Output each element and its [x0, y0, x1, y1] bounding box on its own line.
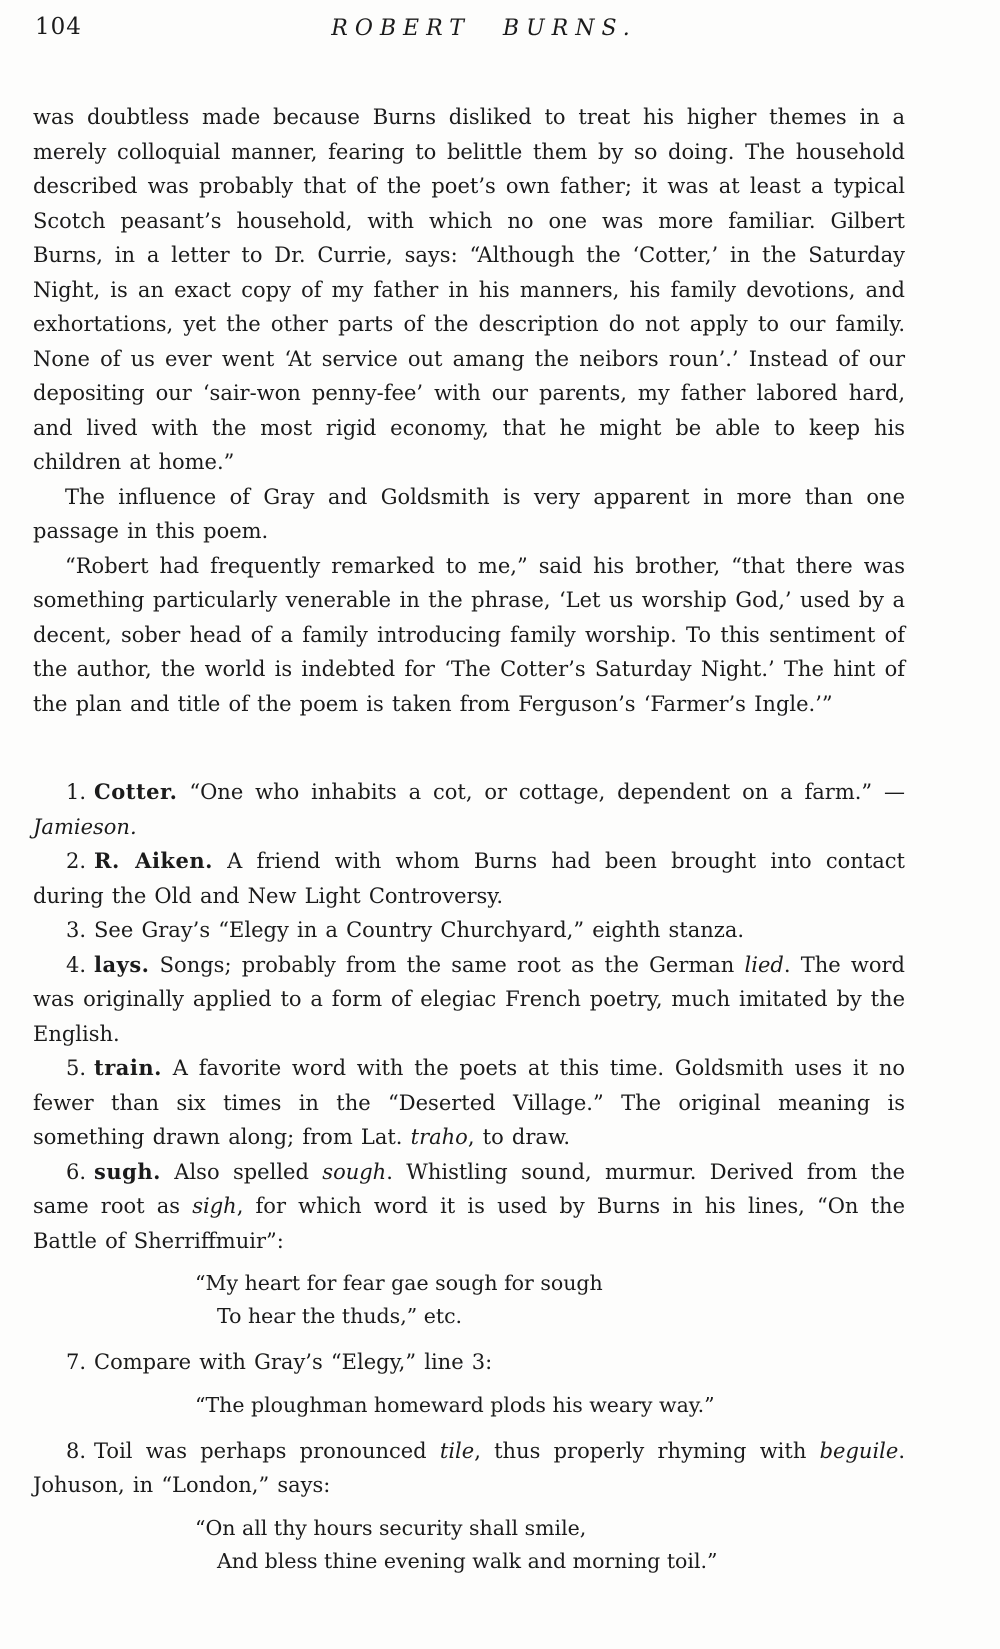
notes-section — [33, 775, 905, 1578]
main-text — [33, 100, 905, 1578]
note-number: 7. — [66, 1350, 87, 1374]
verse-line: To hear the thuds,” etc. — [217, 1304, 463, 1328]
note-text: Toil was perhaps pronounced tile, thus properly rhyming with beguile. Johuson, in “London,” says: — [33, 1438, 905, 1497]
note-item — [33, 775, 905, 844]
verse-quote — [195, 1267, 905, 1333]
note-text: Compare with Gray’s “Elegy,” line 3: — [94, 1350, 493, 1374]
note-item — [33, 948, 905, 1052]
paragraph: The influence of Gray and Goldsmith is very apparent in more than one passage in this poem. — [33, 484, 905, 543]
note-item — [33, 1051, 905, 1155]
verse-line: “On all thy hours security shall smile, — [195, 1515, 587, 1540]
note-item — [33, 1155, 905, 1259]
page-number: 104 — [35, 14, 82, 40]
note-text: train. A favorite word with the poets at this time. Goldsmith uses it no fewer than six times in the “Deserted Village.” The original meaning is something drawn along; from Lat. traho, to draw. — [33, 1055, 905, 1149]
note-text: Cotter. “One who inhabits a cot, or cottage, dependent on a farm.” — Jamieson. — [33, 779, 905, 839]
note-item — [33, 1345, 905, 1380]
note-number: 3. — [66, 918, 87, 942]
paragraph-continuation: was doubtless made because Burns disliked to treat his higher themes in a merely colloquial manner, fearing to belittle them by so doing. The household described was probably that of the poet’s own father; it was at least a typical Scotch peasant’s household, with which no one was more familiar. Gilbert Burns, in a letter to Dr. Currie, says: “Although the ‘Cotter,’ in the Saturday Night, is an exact copy of my father in his manners, his family devotions, and exhortations, yet the other parts of the description do not apply to our family. None of us ever went ‘At service out amang the neibors roun’.’ Instead of our depositing our ‘sair-won penny-fee’ with our parents, my father labored hard, and lived with the most rigid economy, that he might be able to keep his children at home.” — [33, 105, 905, 474]
page-header — [0, 0, 1000, 60]
paragraph: “Robert had frequently remarked to me,” said his brother, “that there was something particularly venerable in the phrase, ‘Let us worship God,’ used by a decent, sober head of a family introducing family worship. To this sentiment of the author, the world is indebted for ‘The Cotter’s Saturday Night.’ The hint of the plan and title of the poem is taken from Ferguson’s ‘Farmer’s Ingle.’” — [33, 553, 905, 716]
verse-line: “My heart for fear gae sough for sough — [195, 1271, 603, 1295]
note-text: See Gray’s “Elegy in a Country Churchyard,” eighth stanza. — [94, 918, 745, 942]
note-number: 5. — [66, 1056, 87, 1080]
running-title: ROBERT BURNS. — [331, 16, 637, 41]
note-text: sugh. Also spelled sough. Whistling sound, murmur. Derived from the same root as sigh, for which word it is used by Burns in his lines, “On the Battle of Sherriffmuir”: — [33, 1158, 906, 1253]
note-item — [33, 913, 905, 948]
note-text: lays. Songs; probably from the same root as the German lied. The word was originally applied to a form of elegiac French poetry, much imitated by the English. — [33, 951, 905, 1046]
verse-line: “The ploughman homeward plods his weary way.” — [195, 1392, 715, 1417]
verse-line: And bless thine evening walk and morning toil.” — [217, 1548, 718, 1573]
verse-quote — [195, 1512, 905, 1578]
note-item — [33, 844, 905, 913]
note-number: 1. — [66, 780, 87, 804]
note-number: 4. — [66, 952, 87, 977]
note-item — [33, 1434, 905, 1503]
note-number: 2. — [66, 849, 87, 873]
verse-quote — [195, 1389, 905, 1422]
note-number: 8. — [66, 1438, 87, 1463]
note-text: R. Aiken. A friend with whom Burns had been brought into contact during the Old and New Light Controversy. — [33, 848, 905, 908]
note-number: 6. — [66, 1159, 87, 1184]
